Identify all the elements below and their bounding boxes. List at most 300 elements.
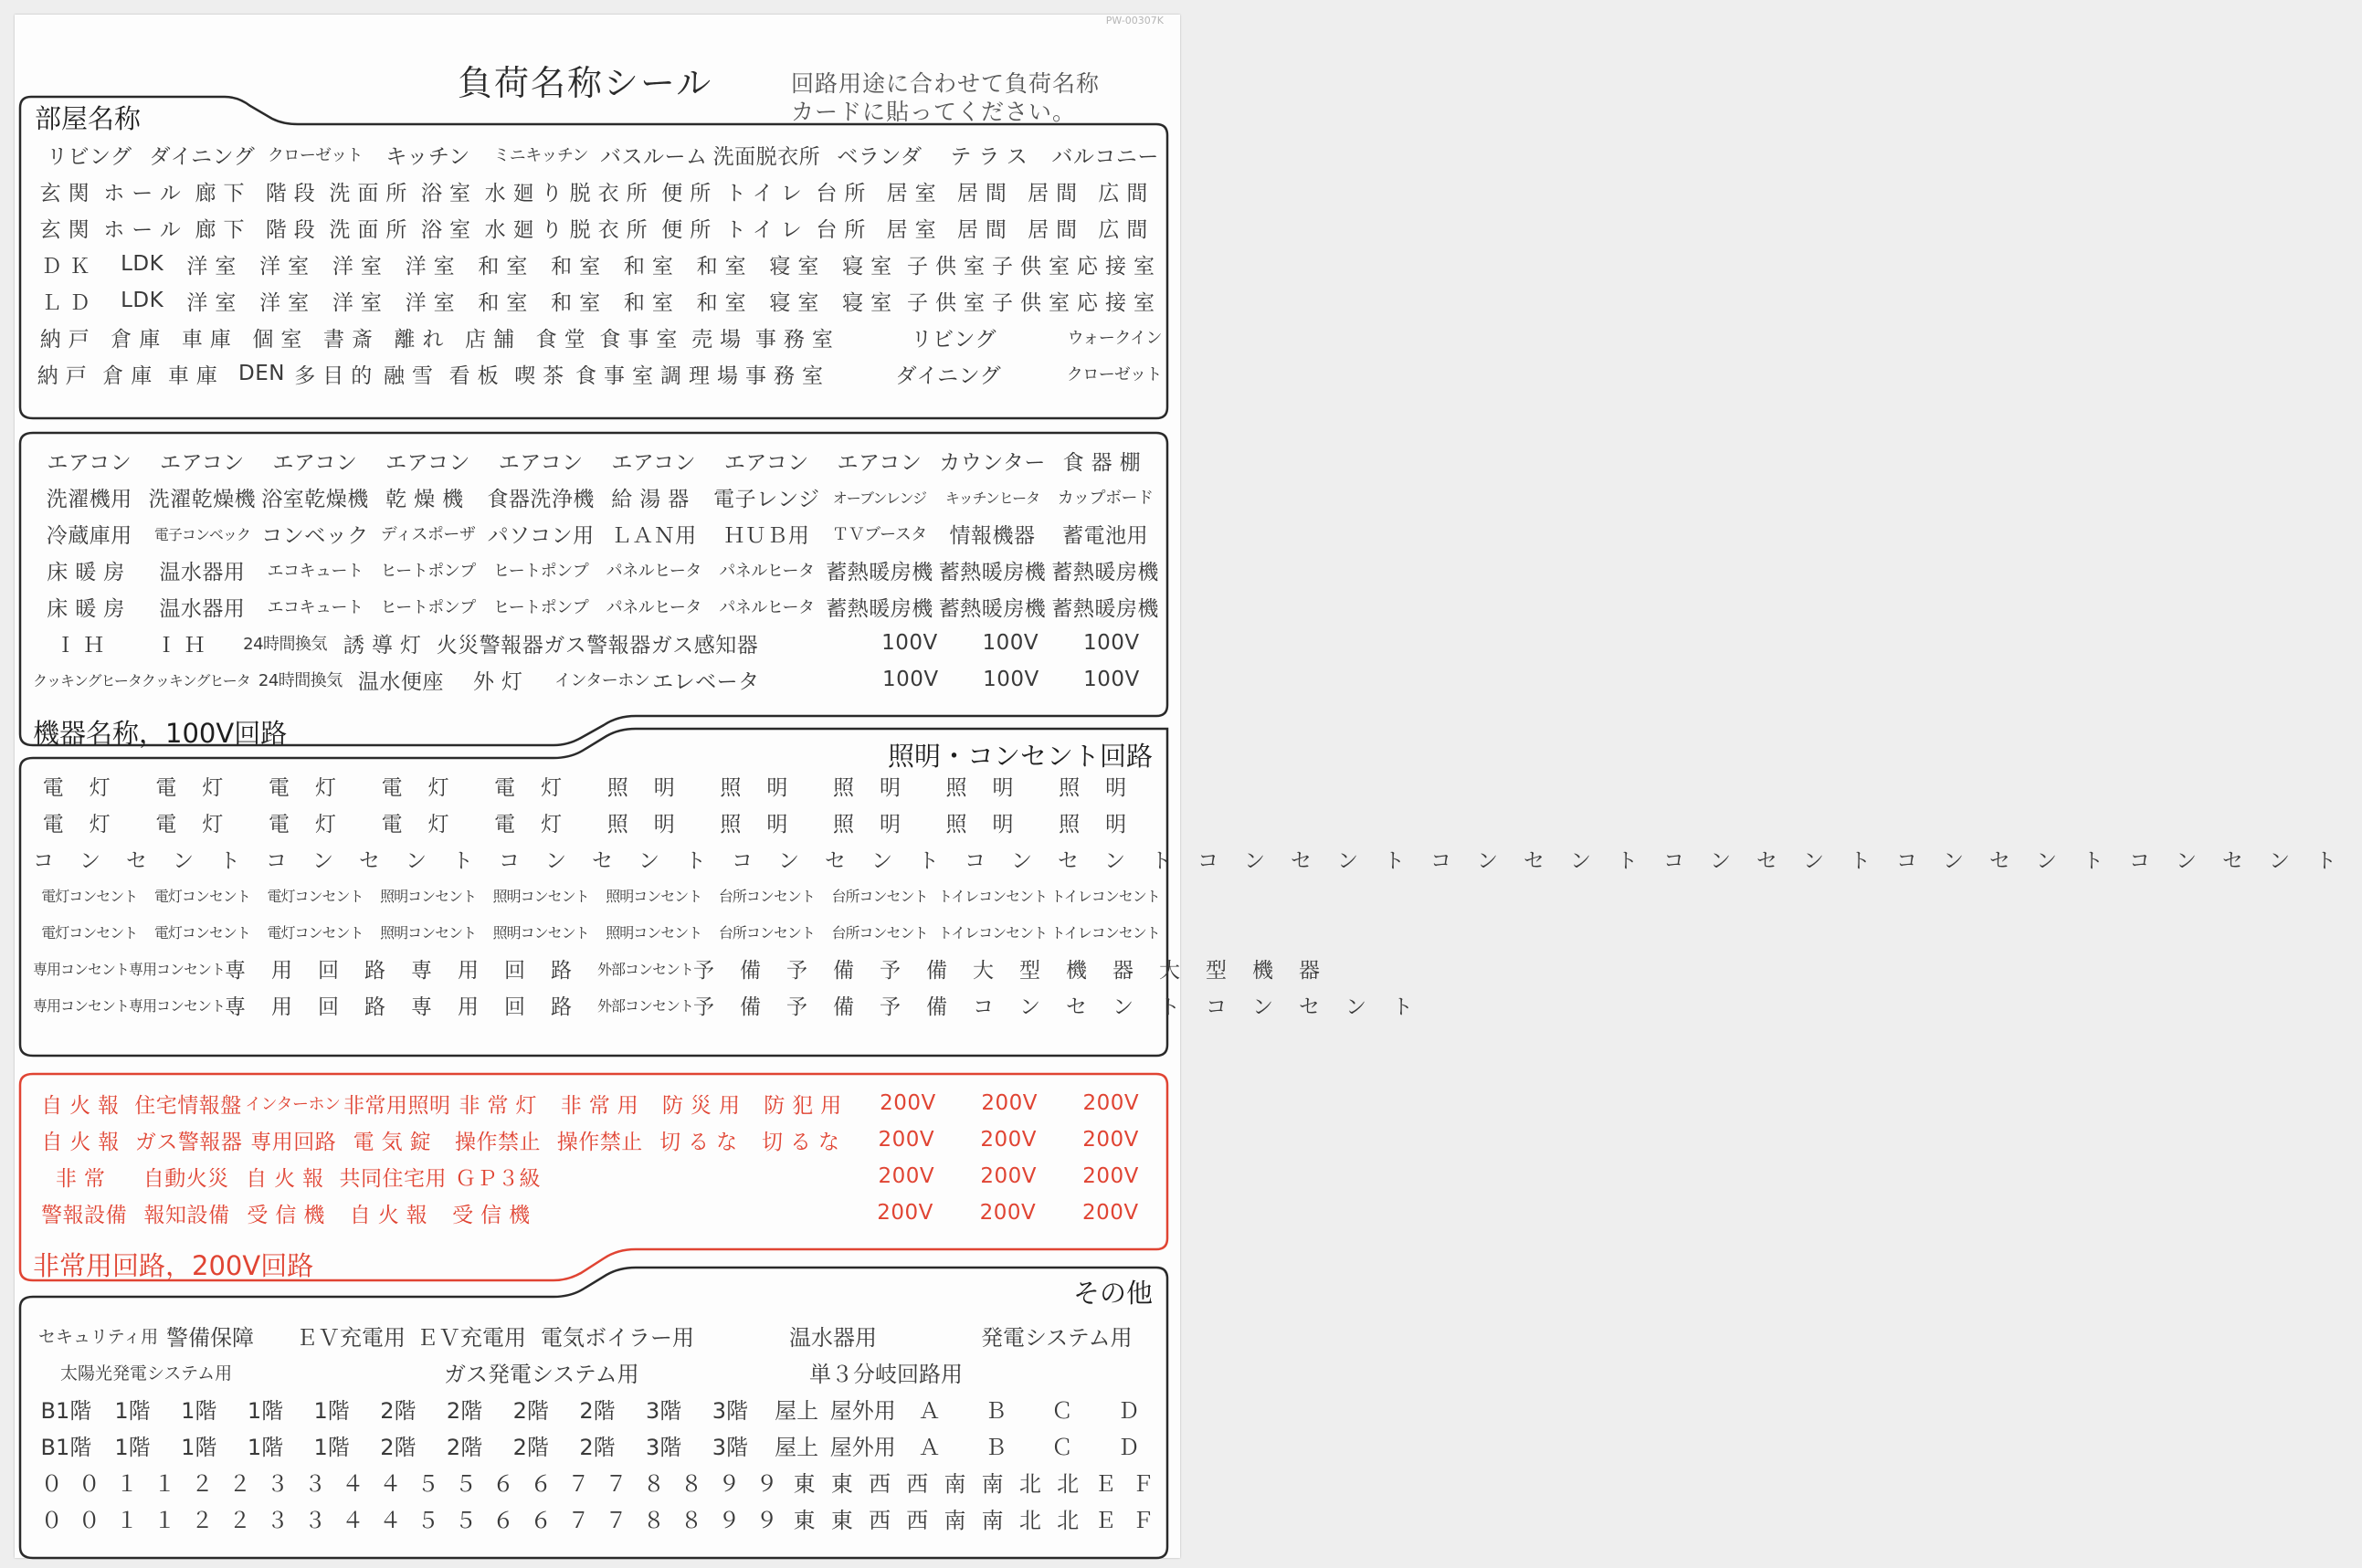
other-label: 屋上 (775, 1434, 819, 1460)
lighting-label: 電灯コンセント (153, 923, 250, 942)
rooms-label: ミニキッチン (493, 146, 589, 165)
lighting-label: コンセント (33, 848, 266, 873)
emergency-label: ガス警報器 (134, 1130, 243, 1154)
other-label: ２ (228, 1470, 251, 1497)
other-label: 2階 (512, 1397, 549, 1424)
lighting-label: 電灯コンセント (267, 887, 364, 905)
other-label: 東 (830, 1470, 853, 1497)
rooms-label: 脱衣所 (569, 217, 655, 242)
rooms-label: 納戸 (37, 363, 94, 388)
equipment-label: 洗濯機用 (46, 487, 132, 511)
equipment-label: コンベック (261, 523, 369, 548)
emergency-label: 自火報 (246, 1166, 332, 1191)
equipment-label: 蓄熱暖房機 (1051, 596, 1159, 621)
rooms-label: 子供室 (992, 290, 1077, 315)
floor-row (33, 1390, 1162, 1426)
rooms-label: 和室 (478, 290, 535, 315)
rooms-label: 階段 (265, 217, 322, 242)
lighting-label: 予備 (786, 994, 880, 1019)
lighting-label: 電灯コンセント (153, 887, 250, 905)
rooms-label: 脱衣所 (569, 181, 655, 205)
rooms-row (33, 319, 1162, 355)
rooms-label: 食事室 (575, 363, 660, 388)
rooms-label: 居間 (956, 217, 1014, 242)
emergency-label: ＧＰ３級 (454, 1166, 541, 1191)
other-label: ０ (40, 1507, 63, 1533)
equipment-label: 浴室乾燥機 (261, 487, 369, 511)
other-label: 1階 (247, 1397, 284, 1424)
emergency-label: 200V (878, 1164, 935, 1188)
rooms-label: 倉庫 (102, 363, 160, 388)
lighting-label: 電灯コンセント (41, 887, 138, 905)
equipment-label: 外灯 (473, 669, 531, 694)
lighting-label: 照明 (945, 812, 1039, 837)
lighting-row (33, 877, 1162, 913)
rooms-label: 階段 (265, 181, 322, 205)
equipment-label: 洗濯乾燥機 (148, 487, 257, 511)
other-label: 南 (981, 1507, 1004, 1533)
equipment-label: カウンター (939, 450, 1046, 475)
equipment-label: ＩＨ (155, 633, 213, 658)
equipment-label: 100V (881, 631, 938, 655)
emergency-label: 非常用 (560, 1093, 646, 1118)
equipment-label: 温水便座 (357, 669, 444, 694)
part-number: PW-00307K (1105, 15, 1164, 26)
equipment-label: エアコン (272, 450, 358, 475)
emergency-label: 切るな (659, 1130, 745, 1154)
other-label: 1階 (114, 1434, 151, 1460)
lighting-label: 照明コンセント (380, 887, 477, 905)
lighting-label: 専用コンセント (129, 960, 226, 978)
emergency-section-label: 非常用回路，200V回路 (33, 1250, 314, 1281)
equipment-label: 温水器用 (159, 596, 246, 621)
equipment-label: クッキングヒータ (33, 671, 142, 689)
rooms-label: 事務室 (744, 363, 830, 388)
rooms-label: 個室 (252, 327, 310, 352)
other-label: 北 (1057, 1507, 1080, 1533)
equipment-label: ＨＵＢ用 (723, 523, 810, 548)
other-row (33, 1353, 1162, 1390)
rooms-label: リビング (47, 144, 132, 169)
other-label: 1階 (313, 1397, 350, 1424)
other-label: セキュリティ用 (38, 1326, 159, 1347)
lighting-label: 予備 (693, 958, 787, 983)
other-label: Ａ (918, 1397, 941, 1424)
number-row (33, 1463, 1162, 1500)
equipment-label: パネルヒータ (719, 598, 815, 617)
lighting-label: コンセント (965, 848, 1197, 873)
rooms-label: トイレ (724, 181, 809, 205)
equipment-row (33, 479, 1162, 515)
other-label: 3階 (712, 1434, 749, 1460)
equipment-label: パネルヒータ (606, 598, 701, 617)
lighting-label: 専用回路 (411, 994, 598, 1019)
rooms-label: 広間 (1098, 217, 1155, 242)
equipment-label: エアコン (723, 450, 809, 475)
rooms-row (33, 246, 1162, 282)
equipment-label: 蓄熱暖房機 (938, 596, 1047, 621)
other-label: 西 (906, 1507, 929, 1533)
other-label: 1階 (181, 1434, 217, 1460)
lighting-row (33, 767, 1162, 804)
rooms-row (33, 209, 1162, 246)
other-label: ４ (342, 1507, 364, 1533)
rooms-label: ＬＤ (40, 290, 98, 315)
other-label: 2階 (446, 1434, 483, 1460)
lighting-label: 照明 (606, 812, 701, 837)
other-label: ３ (266, 1470, 289, 1497)
lighting-label: 照明 (1059, 812, 1153, 837)
other-label: 1階 (114, 1397, 151, 1424)
lighting-label: 電灯 (42, 775, 136, 800)
emergency-label: 非常 (55, 1166, 112, 1191)
other-label: ８ (642, 1507, 665, 1533)
emergency-label: 200V (979, 1201, 1037, 1225)
other-label: ６ (530, 1507, 553, 1533)
rooms-label: 廊下 (195, 217, 252, 242)
other-label: Ｆ (1132, 1470, 1155, 1497)
equipment-label: エアコン (837, 450, 923, 475)
equipment-label: 食器洗浄機 (487, 487, 595, 511)
equipment-label: エアコン (498, 450, 584, 475)
equipment-row (33, 625, 1162, 661)
emergency-label: 非常灯 (459, 1093, 544, 1118)
lighting-label: 電灯 (268, 812, 362, 837)
rooms-label: 居室 (886, 181, 944, 205)
rooms-label: 和室 (478, 254, 535, 279)
equipment-label: パソコン用 (487, 523, 595, 548)
equipment-label: エコキュート (267, 598, 364, 617)
lighting-label: 照明コンセント (380, 923, 477, 942)
emergency-label: 警報設備 (41, 1203, 128, 1227)
other-label: Ｄ (1117, 1434, 1140, 1460)
label-sheet (15, 15, 2362, 1558)
other-label: ７ (567, 1470, 590, 1497)
other-label: 南 (944, 1507, 966, 1533)
other-label: ９ (718, 1507, 741, 1533)
emergency-label: 共同住宅用 (339, 1166, 448, 1191)
rooms-label: 融雪 (384, 363, 441, 388)
equipment-label: 蓄熱暖房機 (1051, 560, 1159, 584)
lighting-label: 電灯 (381, 812, 475, 837)
other-label: 西 (906, 1470, 929, 1497)
emergency-label: 200V (1081, 1201, 1139, 1225)
lighting-label: コンセント (732, 848, 965, 873)
equipment-label: パネルヒータ (719, 562, 815, 581)
lighting-label: 予備 (786, 958, 880, 983)
rooms-label: 寝室 (842, 254, 900, 279)
emergency-row (33, 1121, 1162, 1158)
rooms-label: 洗面脱衣所 (712, 144, 821, 169)
lighting-label: 照明 (945, 775, 1039, 800)
equipment-label: ＩＨ (55, 633, 112, 658)
rooms-label: 洋室 (186, 290, 244, 315)
emergency-label: 報知設備 (143, 1203, 230, 1227)
lighting-label: コンセント (973, 994, 1207, 1019)
emergency-label: インターホン (245, 1095, 341, 1114)
emergency-label: 防災用 (661, 1093, 747, 1118)
rooms-label: 洋室 (405, 290, 462, 315)
emergency-label: 200V (1082, 1164, 1139, 1188)
lighting-label: 照明 (1059, 775, 1153, 800)
rooms-label: ウォークイン (1067, 329, 1162, 348)
equipment-label: インターホン (554, 671, 650, 690)
equipment-label: オーブンレンジ (832, 489, 927, 507)
rooms-label: 和室 (623, 290, 680, 315)
equipment-label: ヒートポンプ (380, 598, 476, 617)
other-label: ＥＶ充電用 (417, 1324, 526, 1351)
lighting-label: コンセント (266, 848, 499, 873)
equipment-label: 情報機器 (949, 523, 1036, 548)
rooms-label: 和室 (696, 290, 754, 315)
equipment-label: ディスポーザ (380, 525, 476, 544)
emergency-grid (33, 1085, 1162, 1231)
lighting-label: 電灯コンセント (41, 923, 138, 942)
other-label: ２ (191, 1470, 214, 1497)
rooms-label: 洋室 (405, 254, 462, 279)
other-label: 電気ボイラー用 (541, 1324, 694, 1351)
equipment-label: 冷蔵庫用 (46, 523, 132, 548)
other-label: １ (116, 1507, 138, 1533)
equipment-label: カップボード (1057, 489, 1154, 508)
other-label: 2階 (579, 1397, 616, 1424)
rooms-label: 洗面所 (329, 217, 415, 242)
rooms-label: 和室 (551, 290, 608, 315)
rooms-label: 和室 (623, 254, 680, 279)
lighting-section-label: 照明・コンセント回路 (887, 741, 1153, 772)
lighting-label: 電灯 (494, 812, 588, 837)
other-label: 警備保障 (166, 1324, 254, 1351)
rooms-label: 食事室 (599, 327, 685, 352)
other-label: Ｃ (1050, 1397, 1073, 1424)
emergency-label: 自動火災 (142, 1166, 229, 1191)
rooms-label: 居間 (956, 181, 1014, 205)
lighting-label: 電灯 (268, 775, 362, 800)
emergency-label: 受信機 (247, 1203, 332, 1227)
other-label: 東 (830, 1507, 853, 1533)
emergency-label: 操作禁止 (556, 1130, 643, 1154)
lighting-label: 電灯 (381, 775, 475, 800)
lighting-label: 照明 (832, 812, 926, 837)
rooms-label: ダイニング (149, 144, 256, 169)
other-label: １ (153, 1470, 176, 1497)
emergency-label: 電気錠 (353, 1130, 438, 1154)
lighting-row (33, 950, 1346, 986)
lighting-label: 大型機器 (973, 958, 1160, 983)
rooms-label: テラス (950, 144, 1035, 169)
equipment-label: 100V (983, 668, 1039, 691)
rooms-label: 寝室 (842, 290, 900, 315)
other-label: 北 (1018, 1470, 1041, 1497)
lighting-row (33, 840, 2362, 877)
lighting-label: 台所コンセント (718, 887, 815, 905)
emergency-label: 非常用照明 (343, 1093, 451, 1118)
lighting-label: コンセント (1197, 848, 1430, 873)
note-line-2: カードに貼ってください。 (791, 99, 1077, 125)
rooms-label: 洗面所 (329, 181, 415, 205)
lighting-label: コンセント (1430, 848, 1663, 873)
equipment-row (33, 552, 1162, 588)
other-label: Ｆ (1132, 1507, 1155, 1533)
equipment-label: 床暖房 (47, 560, 132, 584)
rooms-label: 玄関 (39, 181, 97, 205)
lighting-label: コンセント (1896, 848, 2129, 873)
lighting-label: 外部コンセント (597, 996, 694, 1015)
equipment-label: 火災警報器 (436, 633, 544, 658)
rooms-grid (33, 136, 1162, 392)
other-label: ６ (492, 1507, 515, 1533)
other-label: 2階 (380, 1397, 417, 1424)
equipment-row (33, 442, 1162, 479)
lighting-label: 台所コンセント (831, 887, 928, 905)
other-label: 南 (944, 1470, 966, 1497)
other-label: Ｅ (1094, 1470, 1117, 1497)
lighting-label: コンセント (1663, 848, 1896, 873)
rooms-label: クローゼット (1066, 365, 1163, 384)
rooms-section-label: 部屋名称 (35, 103, 142, 134)
emergency-row (33, 1158, 1162, 1194)
lighting-label: 専用コンセント (33, 960, 130, 978)
other-label: 屋上 (775, 1397, 819, 1424)
equipment-label: キッチンヒータ (944, 489, 1040, 507)
rooms-row (33, 136, 1162, 173)
rooms-label: 洋室 (259, 290, 317, 315)
equipment-label: 蓄電池用 (1062, 523, 1149, 548)
lighting-label: 専用コンセント (33, 996, 130, 1015)
other-label: ０ (40, 1470, 63, 1497)
lighting-label: 専用回路 (411, 958, 598, 983)
rooms-label: ベランダ (837, 144, 923, 169)
other-label: 西 (869, 1507, 891, 1533)
other-label: B1階 (40, 1397, 92, 1424)
lighting-label: 外部コンセント (597, 960, 694, 978)
other-label: ８ (680, 1470, 703, 1497)
other-label: Ｃ (1050, 1434, 1073, 1460)
other-label: 東 (793, 1470, 816, 1497)
emergency-label: 自火報 (41, 1093, 127, 1118)
emergency-row (33, 1194, 1162, 1231)
emergency-label: 200V (980, 1128, 1037, 1152)
equipment-label: 100V (1083, 668, 1140, 691)
rooms-row (33, 355, 1162, 392)
other-label: ９ (755, 1470, 778, 1497)
rooms-label: 玄関 (39, 217, 97, 242)
lighting-label: 照明コンセント (492, 887, 589, 905)
other-label: ４ (379, 1470, 402, 1497)
emergency-label: 専用回路 (250, 1130, 337, 1154)
other-label: ２ (228, 1507, 251, 1533)
lighting-label: 台所コンセント (718, 923, 815, 942)
rooms-label: 洋室 (259, 254, 317, 279)
lighting-grid (33, 767, 2362, 1023)
equipment-label: エアコン (159, 450, 245, 475)
other-label: 単３分岐回路用 (809, 1361, 963, 1387)
rooms-label: 納戸 (39, 327, 97, 352)
other-label: 北 (1018, 1507, 1041, 1533)
other-label: ＥＶ充電用 (296, 1324, 406, 1351)
other-label: ２ (191, 1507, 214, 1533)
rooms-label: DEN (237, 362, 285, 385)
other-label: Ｄ (1117, 1397, 1140, 1424)
rooms-label: リビング (911, 327, 997, 352)
lighting-row (33, 913, 1162, 950)
rooms-label: 子供室 (907, 290, 992, 315)
rooms-label: 応接室 (1077, 254, 1162, 279)
rooms-label: トイレ (724, 217, 809, 242)
equipment-label: エレベータ (652, 669, 760, 694)
lighting-row (33, 986, 1439, 1023)
rooms-label: 台所 (816, 217, 873, 242)
other-label: 温水器用 (789, 1324, 877, 1351)
other-label: 西 (869, 1470, 891, 1497)
lighting-label: 台所コンセント (831, 923, 928, 942)
lighting-label: 電灯 (494, 775, 588, 800)
rooms-label: 離れ (394, 327, 451, 352)
lighting-label: 電灯 (155, 775, 249, 800)
lighting-label: 照明 (720, 775, 814, 800)
other-label: ５ (417, 1507, 439, 1533)
lighting-label: 専用回路 (225, 994, 412, 1019)
emergency-label: 切るな (761, 1130, 847, 1154)
equipment-label: ガス感知器 (650, 633, 759, 658)
rooms-label: 便所 (661, 181, 719, 205)
rooms-label: 水廻り (484, 217, 570, 242)
rooms-label: 売場 (691, 327, 749, 352)
rooms-label: 寝室 (769, 254, 827, 279)
other-label: １ (153, 1507, 176, 1533)
rooms-label: LDK (121, 252, 164, 276)
equipment-label: 温水器用 (159, 560, 246, 584)
number-row (33, 1500, 1162, 1536)
lighting-label: 電灯 (42, 812, 136, 837)
lighting-label: コンセント (1206, 994, 1439, 1019)
equipment-label: 床暖房 (47, 596, 132, 621)
equipment-label: エアコン (611, 450, 697, 475)
other-label: ５ (454, 1507, 477, 1533)
equipment-row (33, 588, 1162, 625)
other-row (33, 1317, 1162, 1353)
other-grid (33, 1317, 1162, 1536)
equipment-row (33, 515, 1162, 552)
lighting-label: 大型機器 (1159, 958, 1346, 983)
lighting-label: トイレコンセント (1050, 923, 1160, 942)
rooms-label: 居間 (1028, 181, 1085, 205)
lighting-label: 照明コンセント (492, 923, 589, 942)
other-label: ７ (605, 1470, 627, 1497)
other-label: 2階 (380, 1434, 417, 1460)
emergency-label: 200V (981, 1091, 1038, 1115)
equipment-label: 誘導灯 (343, 633, 429, 658)
rooms-label: 広間 (1098, 181, 1155, 205)
rooms-label: 和室 (551, 254, 608, 279)
emergency-label: 防犯用 (764, 1093, 849, 1118)
lighting-label: 専用回路 (225, 958, 412, 983)
emergency-label: 自火報 (349, 1203, 435, 1227)
other-label: 屋外用 (829, 1434, 896, 1460)
lighting-label: 電灯 (155, 812, 249, 837)
equipment-label: ＴＶブースタ (832, 525, 927, 544)
rooms-label: 廊下 (195, 181, 252, 205)
rooms-label: 店舗 (465, 327, 522, 352)
rooms-label: 浴室 (420, 217, 478, 242)
rooms-label: 応接室 (1077, 290, 1162, 315)
emergency-row (33, 1085, 1162, 1121)
equipment-label: パネルヒータ (606, 562, 701, 581)
equipment-label: エアコン (47, 450, 132, 475)
equipment-label: 100V (881, 668, 939, 691)
lighting-label: 照明 (832, 775, 926, 800)
rooms-label: 多目的 (294, 363, 380, 388)
